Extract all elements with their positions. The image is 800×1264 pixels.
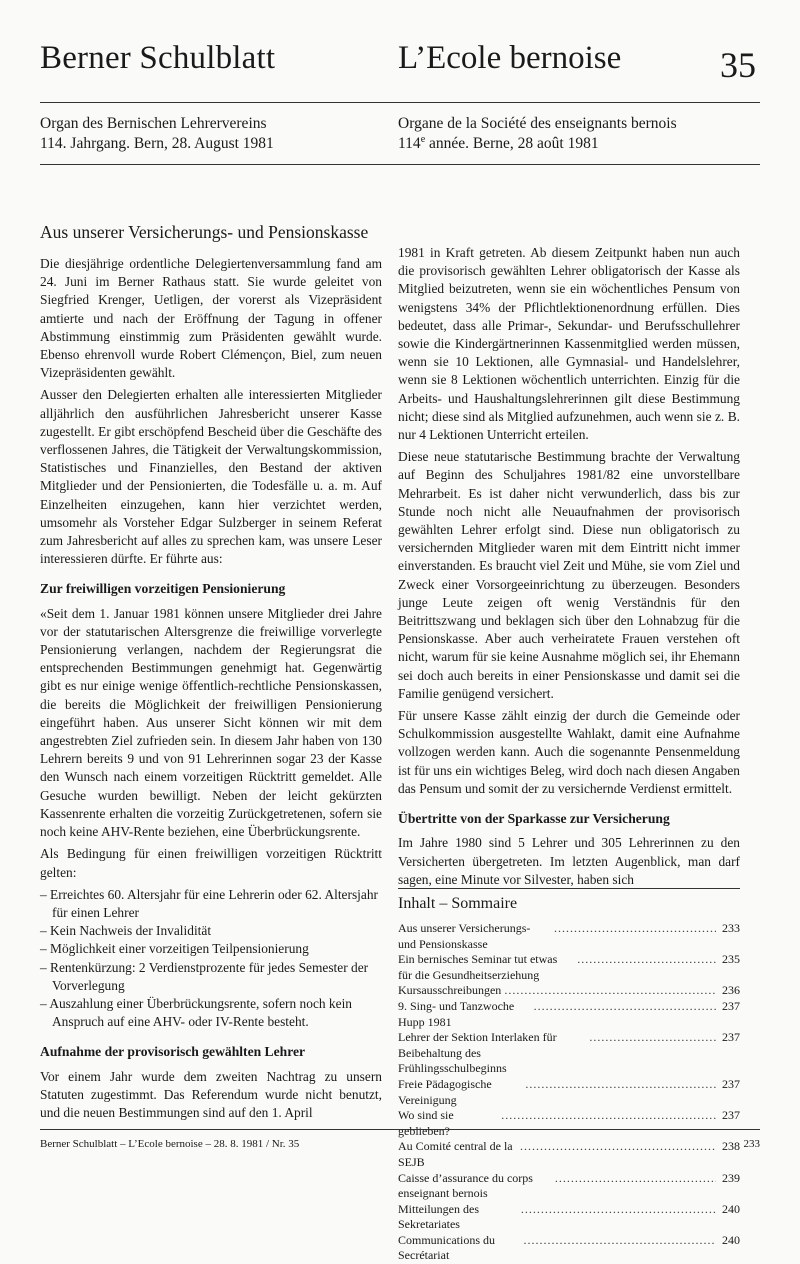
toc-entry[interactable]: Lehrer der Sektion Interlaken für Beibehaltung des Frühlingsschulbeginns . . . 237: [398, 1030, 740, 1077]
condition-item: – Möglichkeit einer vorzeitigen Teilpensionierung: [40, 940, 382, 958]
toc-entry[interactable]: Aus unserer Versicherungs- und Pensionskasse . . . 233: [398, 921, 740, 952]
toc-rule: [398, 888, 740, 889]
footer-rule: [40, 1129, 760, 1130]
article-paragraph: Als Bedingung für einen freiwilligen vorzeitigen Rücktritt gelten:: [40, 846, 382, 880]
condition-item: – Rentenkürzung: 2 Verdienstprozente für jedes Semester der Vorverlegung: [40, 959, 382, 995]
toc-entry[interactable]: Kursausschreibungen . . . 236: [398, 983, 740, 999]
footer-page-number: 233: [743, 1138, 760, 1150]
organ-line-de-1: Organ des Bernischen Lehrervereins: [40, 115, 267, 132]
article-paragraph: Ausser den Delegierten erhalten alle interessierten Mitglieder alljährlich den ausführlichen Jahresbericht unserer Kasse zugestellt. Er gibt erschöpfend Bescheid über die Geschäfte des verflossenen Jahres, die Tätigkeit der Verwaltungskommission, Statistisches und Finanzielles, den Bestand der aktiven Mitglieder und der Pensionierten, die Todesfälle u. a. m. Auf Einzelheiten einzugehen, kann hier verzichtet werden, umsomehr als Vorsteher Edgar Sulzberger in seinem Referat zum Jahresbericht auf alles zu sprechen kam, was unsere Leser interessieren dürfte. Er führte aus:: [40, 387, 382, 567]
toc-entry[interactable]: 9. Sing- und Tanzwoche Hupp 1981 . . . 237: [398, 999, 740, 1030]
organ-info-fr: [398, 114, 677, 154]
toc-entry[interactable]: Communications du Secrétariat . . . 240: [398, 1233, 740, 1264]
issue-number: 35: [720, 45, 756, 85]
article-paragraph: Diese neue statutarische Bestimmung brachte der Verwaltung auf Beginn des Schuljahres 1981/82 eine unvorstellbare Mehrarbeit. Es ist daher nicht verwunderlich, dass bis zur Stunde noch nicht alle Neuaufnahmen der provisorisch gewählten Lehrer erfolgt sind. Diese nun obligatorisch zu versichernden Mitglieder waren mit dem Eintritt nicht immer einverstanden. Es braucht viel Zeit und Mühe, sie vom Ziel und Zweck einer Vorsorgeeinrichtung zu überzeugen. Besonders junge Leute zeigen oft wenig Verständnis für den Beitrittszwang und beklagen sich über den Lohnabzug für die Pensionskasse. Aber auch verheiratete Frauen verstehen oft nicht, warum für sie keine Ausnahme möglich sei, ihr Ehemann sei doch auch bereits in einer Pensionskasse und damit sei die Familie genügend versichert.: [398, 449, 740, 701]
toc-heading: Inhalt – Sommaire: [398, 895, 518, 912]
header-rule: [40, 164, 760, 165]
organ-volume-suffix: e: [420, 133, 426, 145]
article-paragraph: 1981 in Kraft getreten. Ab diesem Zeitpunkt haben nun auch die provisorisch gewählten Lehrer obligatorisch der Kasse als Mitglied beizutreten, wenn sie ein wöchentliches Pensum von wenigstens 34% der Pflichtlektionenordnung erfüllen. Dies bedeutet, dass alle Primar-, Sekundar- und Berufsschullehrer sowie die Kindergärtnerinnen Kassenmitglied werden müssen, wenn sie 10 Lektionen, alle Gymnasial- und Handelslehrer, wenn sie 8 Lektionen wöchentlich unterrichten. Einzig für die Arbeits- und Haushaltungslehrerinnen gilt diese Bestimmung nicht; diese sind als Mitglied aufzunehmen, auch wenn sie z. B. nur 4 Lektionen Unterricht erteilen.: [398, 245, 740, 443]
article-column-right: [398, 244, 740, 893]
conditions-list: [40, 886, 382, 1032]
article-paragraph: «Seit dem 1. Januar 1981 können unsere Mitglieder drei Jahre vor der statutarischen Altersgrenze die freiwillige vorverlegte Pensionierung verlangen, nachdem der Regierungsrat die entsprechenden Bestimmungen genehmigt hat. Gegenwärtig gibt es nur einige wenige öffentlich-rechtliche Pensionskassen, die bereits die Möglichkeit der freiwilligen Pensionierung eingeführt haben. Aus unserer Sicht können wir mit dem angestrebten Ziel zufrieden sein. In diesem Jahr haben von 130 Lehrern bereits 9 und von 91 Lehrerinnen sogar 23 der Kasse den Wunsch nach einem vorzeitigen Rücktritt gemeldet. Alle Gesuche wurden bewilligt. Neben der leicht gekürzten Kassenrente erhalten die vorzeitig Zurückgetretenen, sofern sie noch keine AHV-Rente beziehen, eine Überbrückungsrente.: [40, 605, 382, 840]
organ-line-fr-1: Organe de la Société des enseignants bernois: [398, 115, 677, 132]
footer-publication: Berner Schulblatt – L’Ecole bernoise – 28. 8. 1981 / Nr. 35: [40, 1138, 300, 1150]
table-of-contents: [398, 888, 740, 1264]
article-paragraph: Im Jahre 1980 sind 5 Lehrer und 305 Lehrerinnen zu den Versicherten übergetreten. Im letzten Augenblick, man darf sagen, eine Minute vor Silvester, haben sich: [398, 835, 740, 887]
condition-item: – Kein Nachweis der Invalidität: [40, 922, 382, 940]
condition-item: – Auszahlung einer Überbrückungsrente, sofern noch kein Anspruch auf eine AHV- oder IV-Rente besteht.: [40, 995, 382, 1031]
toc-entry[interactable]: Au Comité central de la SEJB . . . 238: [398, 1139, 740, 1170]
organ-volume-number: 114: [398, 135, 421, 152]
toc-entry[interactable]: Ein bernisches Seminar tut etwas für die Gesundheitserziehung . . . 235: [398, 952, 740, 983]
organ-line-fr-2: [398, 134, 677, 154]
masthead-title-de: Berner Schulblatt: [40, 40, 276, 76]
section-heading-uebertritte: Übertritte von der Sparkasse zur Versicherung: [398, 811, 670, 827]
toc-entry[interactable]: Freie Pädagogische Vereinigung . . . 237: [398, 1077, 740, 1108]
article-column-left: [40, 222, 382, 1126]
article-title: Aus unserer Versicherungs- und Pensionskasse: [40, 222, 369, 242]
toc-entry[interactable]: Caisse d’assurance du corps enseignant bernois . . . 239: [398, 1171, 740, 1202]
toc-entry[interactable]: Mitteilungen des Sekretariates . . . 240: [398, 1202, 740, 1233]
organ-line-de-2: 114. Jahrgang. Bern, 28. August 1981: [40, 135, 274, 152]
section-heading-pension: Zur freiwilligen vorzeitigen Pensionierung: [40, 581, 286, 597]
article-paragraph: Die diesjährige ordentliche Delegiertenversammlung fand am 24. Juni im Berner Rathaus statt. Sie wurde geleitet von Siegfried Krenger, Uetligen, der vorerst als Vizepräsident amtierte und nach der Eröffnung der Tagung in offener Abstimmung einstimmig zum Präsidenten gewählt wurde. Ebenso ehrenvoll wurde Robert Clémençon, Biel, zum neuen Vizepräsidenten gewählt.: [40, 256, 382, 381]
masthead: [40, 40, 760, 96]
organ-date-fr: année. Berne, 28 août 1981: [425, 135, 599, 152]
organ-info-de: [40, 114, 274, 154]
condition-item: – Erreichtes 60. Altersjahr für eine Lehrerin oder 62. Altersjahr für einen Lehrer: [40, 886, 382, 922]
section-heading-provisorisch: Aufnahme der provisorisch gewählten Lehrer: [40, 1044, 306, 1060]
toc-entry[interactable]: Wo sind sie geblieben? . . . 237: [398, 1108, 740, 1139]
masthead-title-fr: L’Ecole bernoise: [398, 40, 622, 76]
masthead-rule: [40, 102, 760, 103]
article-paragraph: Für unsere Kasse zählt einzig der durch die Gemeinde oder Schulkommission ausgestellte Wahlakt, damit eine Aufnahme vollzogen werden kann. Auch die sogenannte Pensenmeldung ist für uns ein wichtiges Beleg, wird doch nach diesen Angaben das Pensum und somit der zu versichernde Verdienst ermittelt.: [398, 708, 740, 796]
article-paragraph: Vor einem Jahr wurde dem zweiten Nachtrag zu unsern Statuten zugestimmt. Das Referendum wurde nicht benutzt, und die neuen Bestimmungen sind auf den 1. April: [40, 1068, 382, 1120]
